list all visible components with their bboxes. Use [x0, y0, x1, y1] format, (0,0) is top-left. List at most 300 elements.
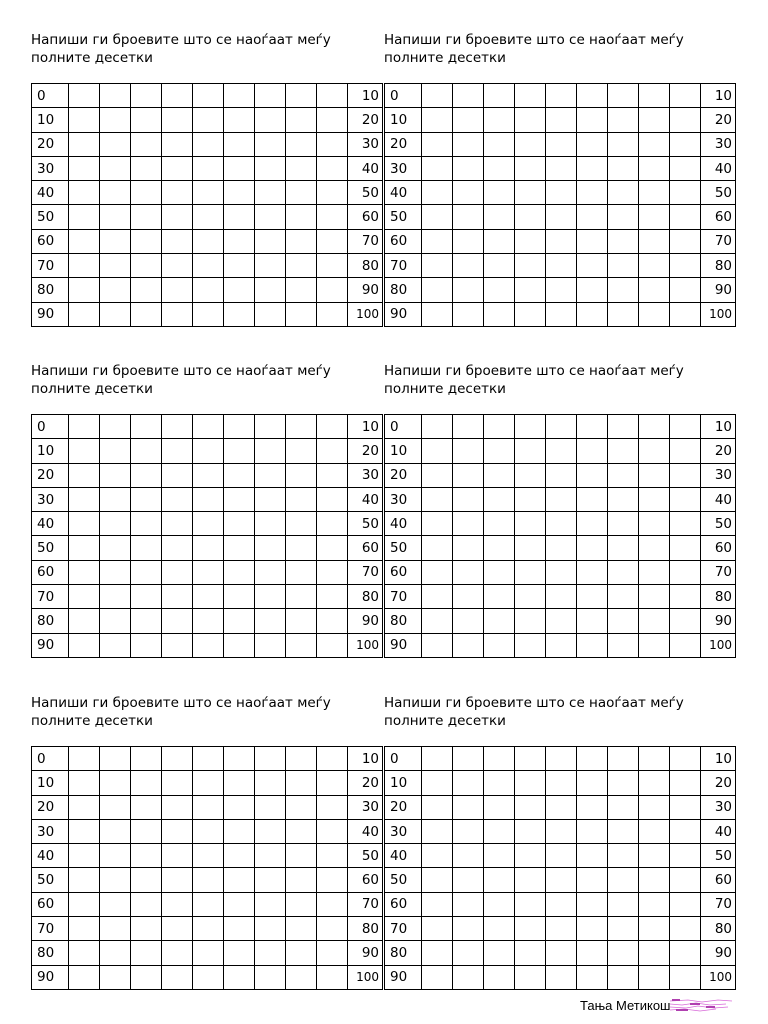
blank-answer-cell[interactable] — [130, 941, 161, 965]
blank-answer-cell[interactable] — [192, 439, 223, 463]
blank-answer-cell[interactable] — [161, 819, 192, 843]
blank-answer-cell[interactable] — [192, 415, 223, 439]
blank-answer-cell[interactable] — [670, 633, 701, 657]
blank-answer-cell[interactable] — [670, 205, 701, 229]
blank-answer-cell[interactable] — [545, 795, 576, 819]
blank-answer-cell[interactable] — [192, 536, 223, 560]
blank-answer-cell[interactable] — [161, 229, 192, 253]
blank-answer-cell[interactable] — [514, 844, 545, 868]
blank-answer-cell[interactable] — [545, 633, 576, 657]
blank-answer-cell[interactable] — [639, 560, 670, 584]
blank-answer-cell[interactable] — [286, 917, 317, 941]
blank-answer-cell[interactable] — [223, 156, 254, 180]
blank-answer-cell[interactable] — [421, 795, 452, 819]
blank-answer-cell[interactable] — [68, 415, 99, 439]
blank-answer-cell[interactable] — [99, 892, 130, 916]
blank-answer-cell[interactable] — [99, 302, 130, 326]
blank-answer-cell[interactable] — [452, 536, 483, 560]
blank-answer-cell[interactable] — [99, 585, 130, 609]
blank-answer-cell[interactable] — [223, 585, 254, 609]
blank-answer-cell[interactable] — [317, 917, 348, 941]
blank-answer-cell[interactable] — [514, 868, 545, 892]
blank-answer-cell[interactable] — [452, 819, 483, 843]
blank-answer-cell[interactable] — [286, 633, 317, 657]
blank-answer-cell[interactable] — [639, 585, 670, 609]
blank-answer-cell[interactable] — [254, 892, 285, 916]
blank-answer-cell[interactable] — [286, 278, 317, 302]
blank-answer-cell[interactable] — [130, 439, 161, 463]
blank-answer-cell[interactable] — [670, 181, 701, 205]
blank-answer-cell[interactable] — [545, 229, 576, 253]
blank-answer-cell[interactable] — [192, 771, 223, 795]
blank-answer-cell[interactable] — [607, 585, 638, 609]
blank-answer-cell[interactable] — [254, 560, 285, 584]
blank-answer-cell[interactable] — [317, 771, 348, 795]
blank-answer-cell[interactable] — [223, 132, 254, 156]
blank-answer-cell[interactable] — [254, 229, 285, 253]
blank-answer-cell[interactable] — [317, 254, 348, 278]
blank-answer-cell[interactable] — [254, 84, 285, 108]
blank-answer-cell[interactable] — [317, 302, 348, 326]
blank-answer-cell[interactable] — [607, 771, 638, 795]
blank-answer-cell[interactable] — [317, 439, 348, 463]
blank-answer-cell[interactable] — [161, 844, 192, 868]
blank-answer-cell[interactable] — [99, 132, 130, 156]
blank-answer-cell[interactable] — [317, 132, 348, 156]
blank-answer-cell[interactable] — [68, 463, 99, 487]
blank-answer-cell[interactable] — [483, 487, 514, 511]
blank-answer-cell[interactable] — [421, 633, 452, 657]
blank-answer-cell[interactable] — [254, 868, 285, 892]
blank-answer-cell[interactable] — [452, 512, 483, 536]
blank-answer-cell[interactable] — [639, 254, 670, 278]
blank-answer-cell[interactable] — [286, 965, 317, 989]
blank-answer-cell[interactable] — [130, 771, 161, 795]
blank-answer-cell[interactable] — [99, 965, 130, 989]
blank-answer-cell[interactable] — [545, 254, 576, 278]
blank-answer-cell[interactable] — [452, 795, 483, 819]
blank-answer-cell[interactable] — [421, 536, 452, 560]
blank-answer-cell[interactable] — [161, 585, 192, 609]
blank-answer-cell[interactable] — [607, 609, 638, 633]
blank-answer-cell[interactable] — [514, 917, 545, 941]
blank-answer-cell[interactable] — [130, 302, 161, 326]
blank-answer-cell[interactable] — [545, 132, 576, 156]
blank-answer-cell[interactable] — [68, 795, 99, 819]
blank-answer-cell[interactable] — [483, 512, 514, 536]
blank-answer-cell[interactable] — [514, 278, 545, 302]
blank-answer-cell[interactable] — [483, 536, 514, 560]
blank-answer-cell[interactable] — [192, 609, 223, 633]
blank-answer-cell[interactable] — [161, 463, 192, 487]
blank-answer-cell[interactable] — [68, 108, 99, 132]
blank-answer-cell[interactable] — [254, 156, 285, 180]
blank-answer-cell[interactable] — [286, 156, 317, 180]
blank-answer-cell[interactable] — [483, 747, 514, 771]
blank-answer-cell[interactable] — [223, 609, 254, 633]
blank-answer-cell[interactable] — [607, 463, 638, 487]
blank-answer-cell[interactable] — [161, 439, 192, 463]
blank-answer-cell[interactable] — [670, 965, 701, 989]
blank-answer-cell[interactable] — [130, 585, 161, 609]
blank-answer-cell[interactable] — [161, 254, 192, 278]
blank-answer-cell[interactable] — [68, 205, 99, 229]
blank-answer-cell[interactable] — [130, 609, 161, 633]
blank-answer-cell[interactable] — [576, 229, 607, 253]
blank-answer-cell[interactable] — [192, 463, 223, 487]
blank-answer-cell[interactable] — [317, 560, 348, 584]
blank-answer-cell[interactable] — [68, 609, 99, 633]
blank-answer-cell[interactable] — [130, 747, 161, 771]
blank-answer-cell[interactable] — [254, 609, 285, 633]
blank-answer-cell[interactable] — [161, 132, 192, 156]
blank-answer-cell[interactable] — [223, 487, 254, 511]
blank-answer-cell[interactable] — [99, 747, 130, 771]
blank-answer-cell[interactable] — [452, 302, 483, 326]
blank-answer-cell[interactable] — [452, 132, 483, 156]
blank-answer-cell[interactable] — [545, 439, 576, 463]
blank-answer-cell[interactable] — [545, 84, 576, 108]
blank-answer-cell[interactable] — [483, 463, 514, 487]
blank-answer-cell[interactable] — [545, 205, 576, 229]
blank-answer-cell[interactable] — [607, 108, 638, 132]
blank-answer-cell[interactable] — [483, 965, 514, 989]
blank-answer-cell[interactable] — [639, 278, 670, 302]
blank-answer-cell[interactable] — [192, 892, 223, 916]
blank-answer-cell[interactable] — [639, 868, 670, 892]
blank-answer-cell[interactable] — [99, 560, 130, 584]
blank-answer-cell[interactable] — [576, 205, 607, 229]
blank-answer-cell[interactable] — [99, 609, 130, 633]
blank-answer-cell[interactable] — [607, 747, 638, 771]
blank-answer-cell[interactable] — [545, 181, 576, 205]
blank-answer-cell[interactable] — [68, 633, 99, 657]
blank-answer-cell[interactable] — [483, 844, 514, 868]
blank-answer-cell[interactable] — [286, 181, 317, 205]
blank-answer-cell[interactable] — [452, 633, 483, 657]
blank-answer-cell[interactable] — [576, 941, 607, 965]
blank-answer-cell[interactable] — [483, 415, 514, 439]
blank-answer-cell[interactable] — [639, 156, 670, 180]
blank-answer-cell[interactable] — [421, 965, 452, 989]
blank-answer-cell[interactable] — [421, 278, 452, 302]
blank-answer-cell[interactable] — [99, 156, 130, 180]
blank-answer-cell[interactable] — [317, 585, 348, 609]
blank-answer-cell[interactable] — [223, 941, 254, 965]
blank-answer-cell[interactable] — [130, 819, 161, 843]
blank-answer-cell[interactable] — [99, 795, 130, 819]
blank-answer-cell[interactable] — [421, 254, 452, 278]
blank-answer-cell[interactable] — [421, 205, 452, 229]
blank-answer-cell[interactable] — [514, 795, 545, 819]
blank-answer-cell[interactable] — [452, 917, 483, 941]
blank-answer-cell[interactable] — [514, 229, 545, 253]
blank-answer-cell[interactable] — [545, 609, 576, 633]
blank-answer-cell[interactable] — [130, 415, 161, 439]
blank-answer-cell[interactable] — [99, 278, 130, 302]
blank-answer-cell[interactable] — [68, 254, 99, 278]
blank-answer-cell[interactable] — [514, 965, 545, 989]
blank-answer-cell[interactable] — [192, 868, 223, 892]
blank-answer-cell[interactable] — [483, 795, 514, 819]
blank-answer-cell[interactable] — [254, 108, 285, 132]
blank-answer-cell[interactable] — [99, 917, 130, 941]
blank-answer-cell[interactable] — [421, 560, 452, 584]
blank-answer-cell[interactable] — [130, 254, 161, 278]
blank-answer-cell[interactable] — [607, 254, 638, 278]
blank-answer-cell[interactable] — [514, 609, 545, 633]
blank-answer-cell[interactable] — [576, 819, 607, 843]
blank-answer-cell[interactable] — [68, 844, 99, 868]
blank-answer-cell[interactable] — [483, 771, 514, 795]
blank-answer-cell[interactable] — [607, 132, 638, 156]
blank-answer-cell[interactable] — [223, 108, 254, 132]
blank-answer-cell[interactable] — [483, 560, 514, 584]
blank-answer-cell[interactable] — [452, 560, 483, 584]
blank-answer-cell[interactable] — [317, 205, 348, 229]
blank-answer-cell[interactable] — [254, 278, 285, 302]
blank-answer-cell[interactable] — [223, 771, 254, 795]
blank-answer-cell[interactable] — [68, 439, 99, 463]
blank-answer-cell[interactable] — [192, 795, 223, 819]
blank-answer-cell[interactable] — [452, 585, 483, 609]
blank-answer-cell[interactable] — [254, 254, 285, 278]
blank-answer-cell[interactable] — [130, 795, 161, 819]
blank-answer-cell[interactable] — [483, 819, 514, 843]
blank-answer-cell[interactable] — [421, 132, 452, 156]
blank-answer-cell[interactable] — [99, 415, 130, 439]
blank-answer-cell[interactable] — [192, 819, 223, 843]
blank-answer-cell[interactable] — [545, 965, 576, 989]
blank-answer-cell[interactable] — [545, 278, 576, 302]
blank-answer-cell[interactable] — [192, 965, 223, 989]
blank-answer-cell[interactable] — [317, 941, 348, 965]
blank-answer-cell[interactable] — [670, 132, 701, 156]
blank-answer-cell[interactable] — [452, 463, 483, 487]
blank-answer-cell[interactable] — [670, 302, 701, 326]
blank-answer-cell[interactable] — [286, 254, 317, 278]
blank-answer-cell[interactable] — [192, 205, 223, 229]
blank-answer-cell[interactable] — [670, 560, 701, 584]
blank-answer-cell[interactable] — [130, 512, 161, 536]
blank-answer-cell[interactable] — [607, 205, 638, 229]
blank-answer-cell[interactable] — [99, 229, 130, 253]
blank-answer-cell[interactable] — [286, 771, 317, 795]
blank-answer-cell[interactable] — [130, 868, 161, 892]
blank-answer-cell[interactable] — [607, 156, 638, 180]
blank-answer-cell[interactable] — [99, 941, 130, 965]
blank-answer-cell[interactable] — [639, 917, 670, 941]
blank-answer-cell[interactable] — [421, 868, 452, 892]
blank-answer-cell[interactable] — [514, 84, 545, 108]
blank-answer-cell[interactable] — [514, 463, 545, 487]
blank-answer-cell[interactable] — [68, 965, 99, 989]
blank-answer-cell[interactable] — [286, 415, 317, 439]
blank-answer-cell[interactable] — [192, 633, 223, 657]
blank-answer-cell[interactable] — [421, 844, 452, 868]
blank-answer-cell[interactable] — [670, 609, 701, 633]
blank-answer-cell[interactable] — [607, 795, 638, 819]
blank-answer-cell[interactable] — [130, 965, 161, 989]
blank-answer-cell[interactable] — [514, 487, 545, 511]
blank-answer-cell[interactable] — [254, 132, 285, 156]
blank-answer-cell[interactable] — [286, 819, 317, 843]
blank-answer-cell[interactable] — [639, 229, 670, 253]
blank-answer-cell[interactable] — [576, 917, 607, 941]
blank-answer-cell[interactable] — [99, 181, 130, 205]
blank-answer-cell[interactable] — [576, 487, 607, 511]
blank-answer-cell[interactable] — [607, 181, 638, 205]
blank-answer-cell[interactable] — [483, 278, 514, 302]
blank-answer-cell[interactable] — [639, 463, 670, 487]
blank-answer-cell[interactable] — [639, 795, 670, 819]
blank-answer-cell[interactable] — [286, 108, 317, 132]
blank-answer-cell[interactable] — [286, 487, 317, 511]
blank-answer-cell[interactable] — [68, 771, 99, 795]
blank-answer-cell[interactable] — [576, 439, 607, 463]
blank-answer-cell[interactable] — [254, 463, 285, 487]
blank-answer-cell[interactable] — [576, 536, 607, 560]
blank-answer-cell[interactable] — [452, 415, 483, 439]
blank-answer-cell[interactable] — [161, 609, 192, 633]
blank-answer-cell[interactable] — [452, 181, 483, 205]
blank-answer-cell[interactable] — [254, 633, 285, 657]
blank-answer-cell[interactable] — [192, 917, 223, 941]
blank-answer-cell[interactable] — [254, 771, 285, 795]
blank-answer-cell[interactable] — [254, 205, 285, 229]
blank-answer-cell[interactable] — [254, 512, 285, 536]
blank-answer-cell[interactable] — [286, 941, 317, 965]
blank-answer-cell[interactable] — [545, 536, 576, 560]
blank-answer-cell[interactable] — [317, 892, 348, 916]
blank-answer-cell[interactable] — [452, 487, 483, 511]
blank-answer-cell[interactable] — [421, 487, 452, 511]
blank-answer-cell[interactable] — [514, 108, 545, 132]
blank-answer-cell[interactable] — [223, 181, 254, 205]
blank-answer-cell[interactable] — [192, 108, 223, 132]
blank-answer-cell[interactable] — [483, 108, 514, 132]
blank-answer-cell[interactable] — [607, 965, 638, 989]
blank-answer-cell[interactable] — [514, 156, 545, 180]
blank-answer-cell[interactable] — [421, 156, 452, 180]
blank-answer-cell[interactable] — [452, 868, 483, 892]
blank-answer-cell[interactable] — [670, 156, 701, 180]
blank-answer-cell[interactable] — [161, 868, 192, 892]
blank-answer-cell[interactable] — [286, 302, 317, 326]
blank-answer-cell[interactable] — [576, 585, 607, 609]
blank-answer-cell[interactable] — [545, 463, 576, 487]
blank-answer-cell[interactable] — [452, 205, 483, 229]
blank-answer-cell[interactable] — [607, 302, 638, 326]
blank-answer-cell[interactable] — [576, 747, 607, 771]
blank-answer-cell[interactable] — [130, 633, 161, 657]
blank-answer-cell[interactable] — [421, 512, 452, 536]
blank-answer-cell[interactable] — [68, 941, 99, 965]
blank-answer-cell[interactable] — [286, 747, 317, 771]
blank-answer-cell[interactable] — [99, 108, 130, 132]
blank-answer-cell[interactable] — [99, 205, 130, 229]
blank-answer-cell[interactable] — [639, 609, 670, 633]
blank-answer-cell[interactable] — [192, 302, 223, 326]
blank-answer-cell[interactable] — [514, 585, 545, 609]
blank-answer-cell[interactable] — [161, 302, 192, 326]
blank-answer-cell[interactable] — [483, 302, 514, 326]
blank-answer-cell[interactable] — [545, 771, 576, 795]
blank-answer-cell[interactable] — [68, 302, 99, 326]
blank-answer-cell[interactable] — [161, 205, 192, 229]
blank-answer-cell[interactable] — [452, 941, 483, 965]
blank-answer-cell[interactable] — [286, 892, 317, 916]
blank-answer-cell[interactable] — [514, 560, 545, 584]
blank-answer-cell[interactable] — [514, 415, 545, 439]
blank-answer-cell[interactable] — [483, 917, 514, 941]
blank-answer-cell[interactable] — [452, 844, 483, 868]
blank-answer-cell[interactable] — [639, 536, 670, 560]
blank-answer-cell[interactable] — [421, 302, 452, 326]
blank-answer-cell[interactable] — [99, 512, 130, 536]
blank-answer-cell[interactable] — [130, 132, 161, 156]
blank-answer-cell[interactable] — [421, 917, 452, 941]
blank-answer-cell[interactable] — [161, 965, 192, 989]
blank-answer-cell[interactable] — [576, 108, 607, 132]
blank-answer-cell[interactable] — [317, 844, 348, 868]
blank-answer-cell[interactable] — [639, 415, 670, 439]
blank-answer-cell[interactable] — [607, 844, 638, 868]
blank-answer-cell[interactable] — [223, 819, 254, 843]
blank-answer-cell[interactable] — [576, 278, 607, 302]
blank-answer-cell[interactable] — [161, 633, 192, 657]
blank-answer-cell[interactable] — [670, 892, 701, 916]
blank-answer-cell[interactable] — [317, 868, 348, 892]
blank-answer-cell[interactable] — [130, 892, 161, 916]
blank-answer-cell[interactable] — [545, 512, 576, 536]
blank-answer-cell[interactable] — [192, 229, 223, 253]
blank-answer-cell[interactable] — [161, 771, 192, 795]
blank-answer-cell[interactable] — [639, 302, 670, 326]
blank-answer-cell[interactable] — [514, 205, 545, 229]
blank-answer-cell[interactable] — [286, 560, 317, 584]
blank-answer-cell[interactable] — [607, 819, 638, 843]
blank-answer-cell[interactable] — [286, 844, 317, 868]
blank-answer-cell[interactable] — [286, 463, 317, 487]
blank-answer-cell[interactable] — [317, 819, 348, 843]
blank-answer-cell[interactable] — [161, 181, 192, 205]
blank-answer-cell[interactable] — [99, 633, 130, 657]
blank-answer-cell[interactable] — [254, 941, 285, 965]
blank-answer-cell[interactable] — [99, 536, 130, 560]
blank-answer-cell[interactable] — [317, 536, 348, 560]
blank-answer-cell[interactable] — [130, 156, 161, 180]
blank-answer-cell[interactable] — [317, 108, 348, 132]
blank-answer-cell[interactable] — [161, 156, 192, 180]
blank-answer-cell[interactable] — [223, 747, 254, 771]
blank-answer-cell[interactable] — [161, 917, 192, 941]
blank-answer-cell[interactable] — [670, 229, 701, 253]
blank-answer-cell[interactable] — [576, 868, 607, 892]
blank-answer-cell[interactable] — [452, 609, 483, 633]
blank-answer-cell[interactable] — [161, 278, 192, 302]
blank-answer-cell[interactable] — [483, 585, 514, 609]
blank-answer-cell[interactable] — [286, 439, 317, 463]
blank-answer-cell[interactable] — [192, 181, 223, 205]
blank-answer-cell[interactable] — [99, 819, 130, 843]
blank-answer-cell[interactable] — [421, 771, 452, 795]
blank-answer-cell[interactable] — [161, 892, 192, 916]
blank-answer-cell[interactable] — [670, 463, 701, 487]
blank-answer-cell[interactable] — [545, 917, 576, 941]
blank-answer-cell[interactable] — [452, 965, 483, 989]
blank-answer-cell[interactable] — [254, 181, 285, 205]
